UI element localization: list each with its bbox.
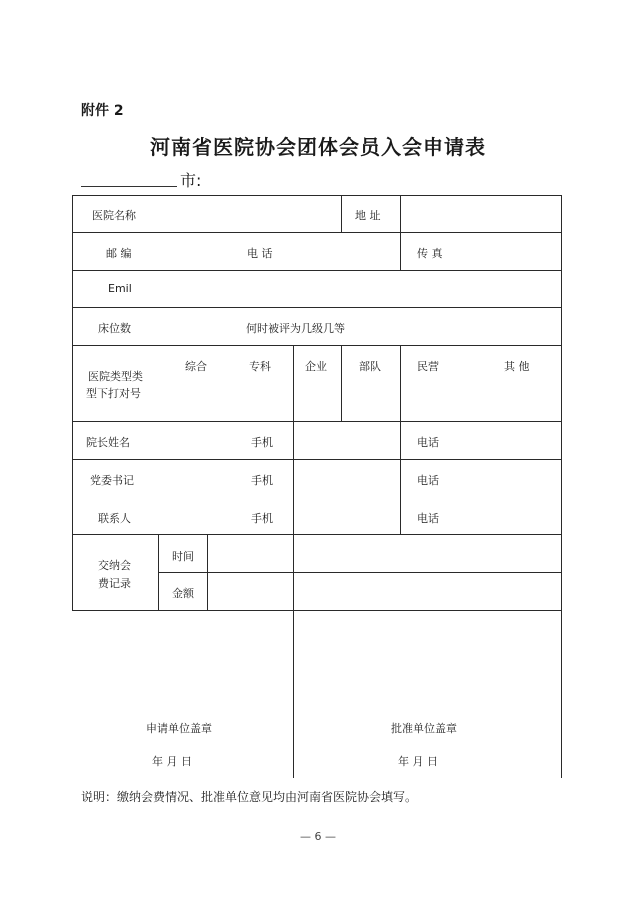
table-rule [72, 421, 562, 422]
hospital-type-label: 医院类型类 [88, 370, 143, 383]
fee-time-label: 时间 [172, 550, 194, 563]
table-rule [72, 534, 562, 535]
fee-amount-label: 金额 [172, 587, 194, 600]
table-rule [72, 232, 562, 233]
table-rule [293, 421, 294, 534]
approver-date: 年 月 日 [398, 755, 438, 768]
table-rule [207, 534, 208, 610]
type-specialty-option[interactable]: 专科 [249, 360, 271, 373]
form-title: 河南省医院协会团体会员入会申请表 [150, 135, 486, 159]
table-rule [293, 534, 294, 778]
type-private-option[interactable]: 民营 [417, 360, 439, 373]
table-rule [400, 195, 401, 232]
table-rule [158, 534, 159, 610]
city-suffix: 市: [180, 171, 202, 190]
table-rule [400, 345, 401, 421]
table-rule [72, 195, 562, 196]
fee-record-label: 费记录 [98, 577, 131, 590]
table-rule [72, 345, 562, 346]
address-label: 地 址 [355, 209, 381, 222]
hospital-name-label: 医院名称 [92, 209, 136, 222]
fee-record-label: 交纳会 [98, 559, 131, 572]
city-blank-line[interactable] [81, 186, 177, 187]
type-military-option[interactable]: 部队 [359, 360, 381, 373]
table-rule [72, 610, 562, 611]
party-secretary-label: 党委书记 [90, 474, 134, 487]
form-note: 说明：缴纳会费情况、批准单位意见均由河南省医院协会填写。 [81, 790, 418, 804]
email-label: Emil [108, 282, 132, 295]
table-rule [400, 232, 401, 270]
mobile-label: 手机 [251, 512, 273, 525]
page-number: — 6 — [300, 830, 336, 843]
table-rule [158, 572, 562, 573]
tel-label: 电话 [417, 474, 439, 487]
rating-question-label: 何时被评为几级几等 [246, 322, 345, 335]
applicant-seal-label: 申请单位盖章 [146, 722, 212, 735]
type-enterprise-option[interactable]: 企业 [305, 360, 327, 373]
tel-label: 电话 [417, 512, 439, 525]
mobile-label: 手机 [251, 436, 273, 449]
table-rule [341, 345, 342, 421]
table-rule [72, 195, 73, 610]
type-general-option[interactable]: 综合 [185, 360, 207, 373]
approver-seal-label: 批准单位盖章 [391, 722, 457, 735]
table-rule [341, 195, 342, 232]
table-rule [293, 345, 294, 421]
table-rule [72, 307, 562, 308]
tel-label: 电话 [417, 436, 439, 449]
hospital-type-label: 型下打对号 [86, 387, 141, 400]
contact-person-label: 联系人 [98, 512, 131, 525]
phone-label: 电 话 [247, 247, 273, 260]
attachment-label: 附件 2 [81, 103, 124, 119]
table-rule [400, 421, 401, 534]
postcode-label: 邮 编 [106, 247, 132, 260]
fax-label: 传 真 [417, 247, 443, 260]
applicant-date: 年 月 日 [152, 755, 192, 768]
beds-label: 床位数 [98, 322, 131, 335]
table-rule [72, 459, 562, 460]
director-name-label: 院长姓名 [86, 436, 130, 449]
type-other-option[interactable]: 其 他 [504, 360, 530, 373]
table-rule [561, 195, 562, 778]
table-rule [72, 270, 562, 271]
mobile-label: 手机 [251, 474, 273, 487]
